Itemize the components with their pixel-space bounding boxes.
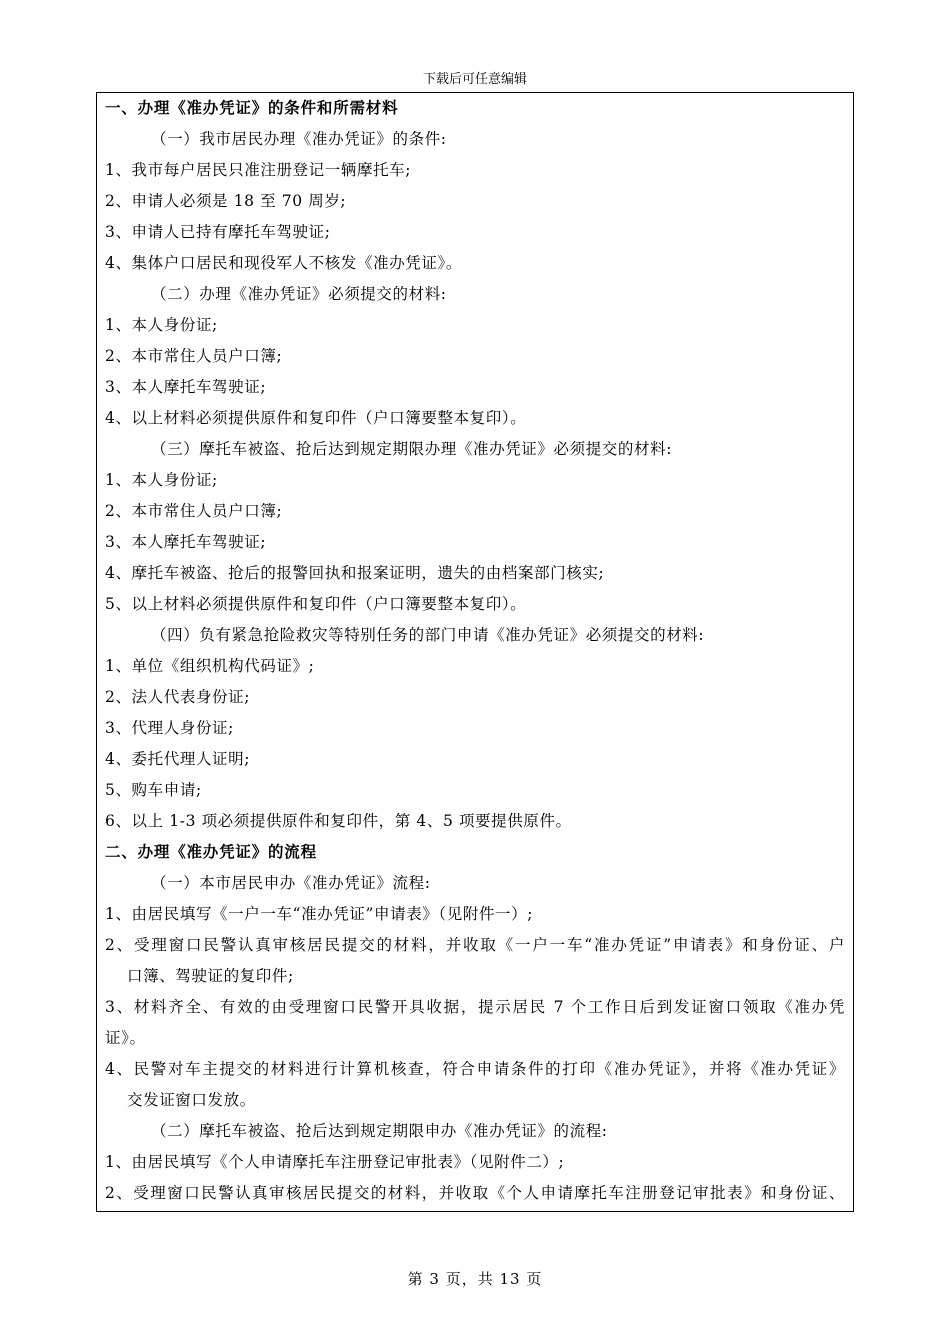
list-item: 3、申请人已持有摩托车驾驶证; [105,223,331,241]
list-item: 4、集体户口居民和现役军人不核发《准办凭证》。 [105,254,462,272]
list-item: 2、受理窗口民警认真审核居民提交的材料，并收取《个人申请摩托车注册登记审批表》和身份证、 [105,1184,845,1202]
list-item: 1、我市每户居民只准注册登记一辆摩托车; [105,161,412,179]
list-item: 2、申请人必须是 18 至 70 周岁; [105,192,347,210]
page-header: 下载后可任意编辑 [422,72,527,87]
list-item: 2、受理窗口民警认真审核居民提交的材料，并收取《一户一车“准办凭证”申请表》和身份证、户 [105,936,845,954]
list-item: 5、以上材料必须提供原件和复印件（户口簿要整本复印）。 [105,595,527,613]
list-item: 1、本人身份证; [105,471,218,489]
subsection-heading: （四）负有紧急抢险救灾等特别任务的部门申请《准办凭证》必须提交的材料: [151,626,705,644]
list-item: 4、以上材料必须提供原件和复印件（户口簿要整本复印）。 [105,409,527,427]
list-item: 5、购车申请; [105,781,202,799]
section-heading: 二、办理《准办凭证》的流程 [105,843,317,861]
list-item-continuation: 口簿、驾驶证的复印件; [127,967,294,985]
list-item: 6、以上 1-3 项必须提供原件和复印件，第 4、5 项要提供原件。 [105,812,572,830]
list-item: 2、本市常住人员户口簿; [105,347,283,365]
list-item: 证》。 [105,1029,146,1047]
list-item: 2、本市常住人员户口簿; [105,502,283,520]
page-footer: 第 3 页，共 13 页 [407,1270,543,1288]
document-table-cell [96,92,854,1212]
list-item: 3、材料齐全、有效的由受理窗口民警开具收据，提示居民 7 个工作日后到发证窗口领取《准办凭 [105,998,845,1016]
list-item: 3、本人摩托车驾驶证; [105,378,267,396]
subsection-heading: （二）办理《准办凭证》必须提交的材料: [151,285,447,303]
list-item: 3、代理人身份证; [105,719,234,737]
list-item: 3、本人摩托车驾驶证; [105,533,267,551]
document-body [105,93,845,1209]
subsection-heading: （一）我市居民办理《准办凭证》的条件: [151,130,447,148]
list-item-continuation: 交发证窗口发放。 [127,1091,256,1109]
list-item: 1、单位《组织机构代码证》; [105,657,315,675]
subsection-heading: （二）摩托车被盗、抢后达到规定期限申办《准办凭证》的流程: [151,1122,608,1140]
list-item: 4、委托代理人证明; [105,750,251,768]
subsection-heading: （一）本市居民申办《准办凭证》流程: [151,874,431,892]
subsection-heading: （三）摩托车被盗、抢后达到规定期限办理《准办凭证》必须提交的材料: [151,440,673,458]
section-heading: 一、办理《准办凭证》的条件和所需材料 [105,99,399,117]
list-item: 1、由居民填写《一户一车“准办凭证”申请表》（见附件一）; [105,905,534,923]
list-item: 1、由居民填写《个人申请摩托车注册登记审批表》（见附件二）; [105,1153,565,1171]
list-item: 2、法人代表身份证; [105,688,251,706]
list-item: 1、本人身份证; [105,316,218,334]
list-item: 4、摩托车被盗、抢后的报警回执和报案证明，遗失的由档案部门核实; [105,564,605,582]
list-item: 4、民警对车主提交的材料进行计算机核查，符合申请条件的打印《准办凭证》，并将《准办凭证》 [105,1060,845,1078]
